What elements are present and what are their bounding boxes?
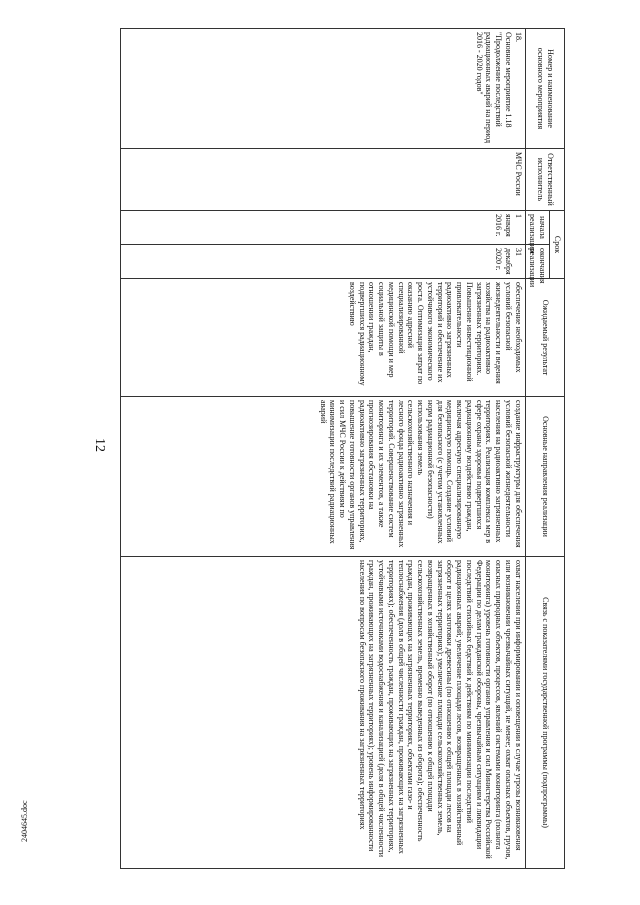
cell-end: 31 декабря 2020 г. [120,245,525,279]
row-name: Основное мероприятие 1.18 "Продолжение последствий радиационных аварий на период 2016 - 2020 годов" [474,32,513,144]
cell-number-name [120,29,525,149]
cell-link: охват населения при информировании и оповещении в случае угрозы возникновения или возникновении чрезвычайных ситуаций, не менее; охват опасных объектов, грузов, опасных природных объектов, процессов, явлений системами мониторинга (полнота мониторинга) уровень готовности органов управления и сил Министерства Российской Федерации по делам гражданской обороны, чрезвычайным ситуациям и ликвидации последствий стихийных бедствий к действиям по минимизации последствий радиационных аварий; увеличение площади лесов, возвращенных в хозяйственный оборот в целях заготовки древесины (по отношению к общей площади лесов на загрязненных территориях); увеличение площади сельскохозяйственных земель, возвращенных в хозяйственный оборот (по отношению к общей площади сельскохозяйственных земель, временно выведенных из оборота); обеспеченность граждан, проживающих на загрязненных территориях, объектами газо- и теплоснабжения (доля в общей численности граждан, проживающих на загрязненных территориях); обеспеченность граждан, проживающих на загрязненных территориях, устойчивыми источниками водоснабжения и канализацией (доля в общей численности граждан, проживающих на загрязненных территориях); уровень информированности населения по вопросам безопасного проживания на загрязненных территориях [120,557,525,869]
header-link: Связь с показателями государственной программы (подпрограммы) [525,557,564,869]
header-responsible: Ответственный исполнитель [525,149,564,211]
rotated-table-wrapper [75,28,565,868]
header-term: Срок [550,211,565,279]
cell-result: обеспечение необходимых условий безопасной жизнедеятельности и ведения хозяйства на радиоактивно загрязненных территориях. Повышение инвестиционной привлекательности радиоактивно загрязненных территорий и обеспечение их устойчивого экономического роста. Оптимизация затрат по оказанию адресной специализированной медицинской помощи и мер социальной защиты в отношении граждан, подвергшихся радиационному воздействию [120,279,525,397]
header-number-name: Номер и наименование основного мероприятия [525,29,564,149]
row-number: 18. [513,32,523,42]
cell-directions: создание инфраструктуры для обеспечения условий безопасной жизнедеятельности населения на радиоактивно загрязненных территориях. Реализация комплекса мер в сфере охраны здоровья подвергшихся радиационному воздействию граждан, включая адресную специализированную медицинскую помощь. Создание условий для безопасного (с учетом установленных норм радиационной безопасности) использования земель сельскохозяйственного назначения и лесного фонда радиоактивно загрязненных территорий. Совершенствование систем мониторинга и их элементов, а также прогнозирования обстановки на радиоактивно загрязненных территориях, повышение готовности органов управления и сил МЧС России к действиям по минимизации последствий радиационных аварий [120,397,525,557]
header-start: начала реализации [525,211,550,245]
cell-responsible: МЧС России [120,149,525,211]
page-number: 12 [92,438,107,452]
document-id: 2404645.doc [20,800,29,842]
table-row [120,29,525,869]
header-directions: Основные направления реализации [525,397,564,557]
header-end: окончания реализации [525,245,550,279]
header-result: Ожидаемый результат [525,279,564,397]
cell-start: 1 января 2016 г. [120,211,525,245]
measures-table [120,28,565,869]
